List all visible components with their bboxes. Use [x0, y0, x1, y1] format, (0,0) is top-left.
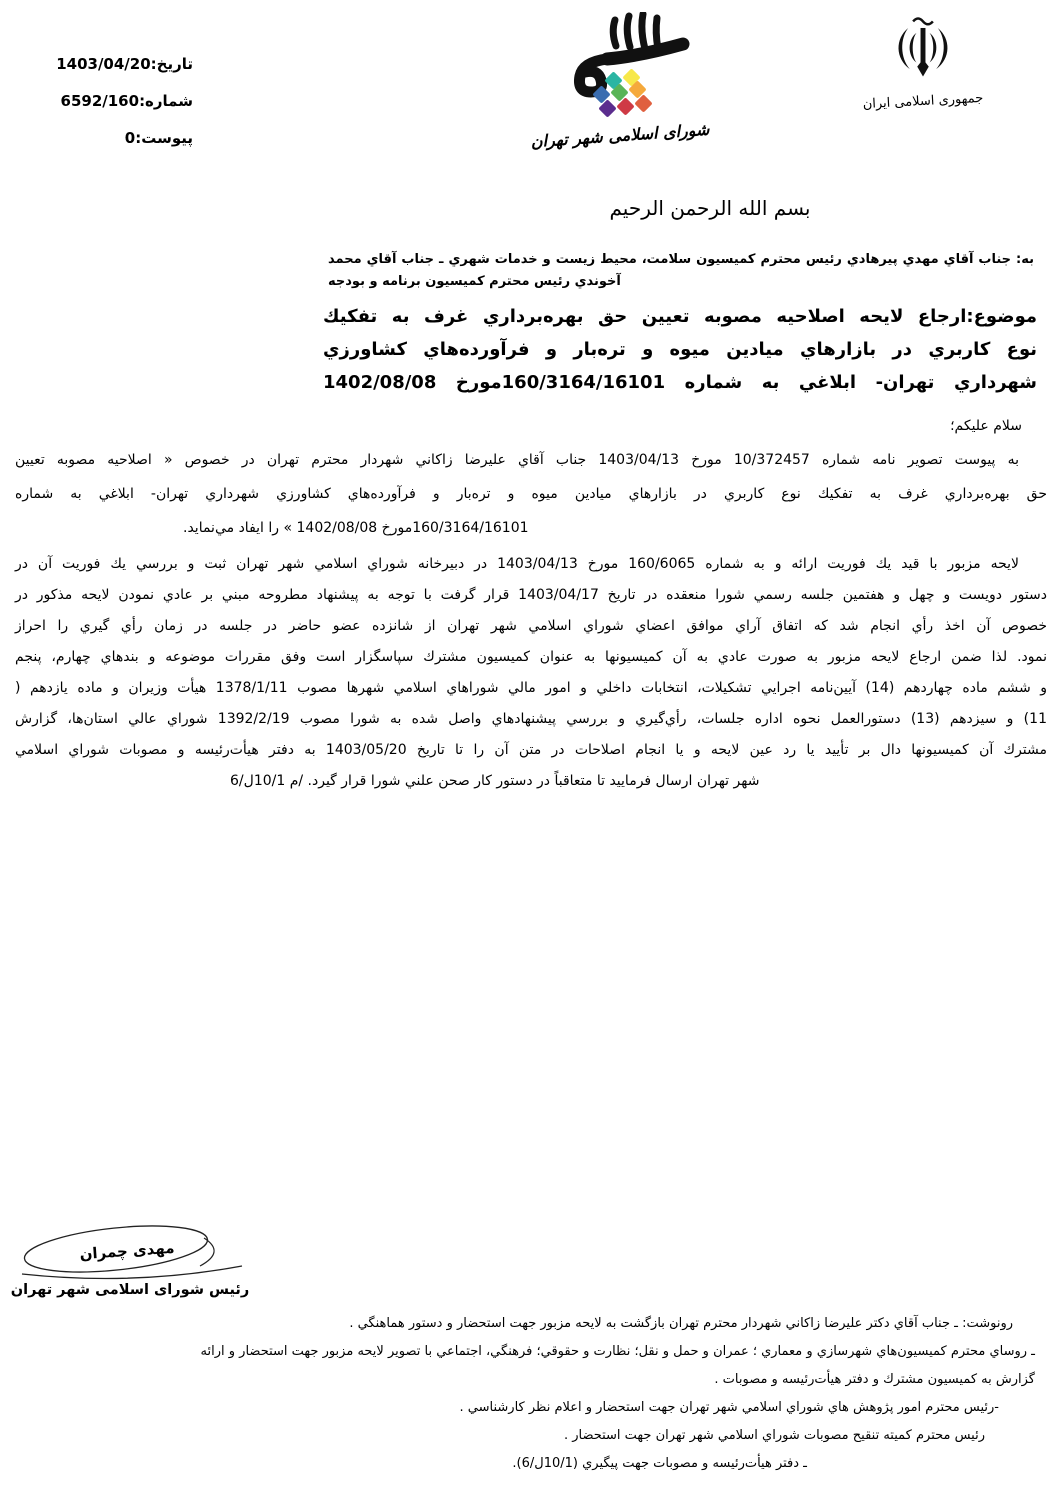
addressee-line: به: جناب آقاي مهدي پيرهادي رئيس محترم كميسيون سلامت، محيط زيست و خدمات شهري ـ جناب آقاي محمد	[328, 252, 1034, 267]
signature-title: رئيس شورای اسلامی شهر تهران	[10, 1282, 250, 1298]
signature-art	[4, 1222, 256, 1282]
bismillah: بسم الله الرحمن الرحيم	[609, 196, 811, 220]
body-line: و ششم ماده چهاردهم (14) آيين‌نامه اجرايي تشكيلات، انتخابات داخلي و امور مالي شوراهاي اسلامي شهرها مصوب 1378/1/11 هيأت وزيران و ماده يازدهم (	[15, 680, 1047, 696]
iran-logo	[838, 16, 1008, 113]
body-line: 160/3164/16101مورخ 1402/08/08 » را ايفاد مي‌نمايد.	[183, 520, 529, 536]
footer-line: رئيس محترم كميته تنقيح مصوبات شوراي اسلامي شهر تهران جهت استحضار .	[563, 1428, 985, 1443]
addressee-line: آخوندي رئيس محترم كميسيون برنامه و بودجه	[328, 274, 621, 289]
greeting: سلام عليكم؛	[950, 418, 1022, 434]
footer-line: ـ روساي محترم كميسيون‌هاي شهرسازي و معماري ؛ عمران و حمل و نقل؛ نظارت و حقوقي؛ فرهنگي، اجتماعي با تصوير لايحه مزبور جهت استحضار و ارائه گزارش به كميسيون مشترك و دفتر هيأت‌رئيسه و مصوبات .	[200, 1344, 1035, 1387]
body-line: 11) و سيزدهم (13) دستورالعمل نحوه اداره جلسات، رأي‌گيري و بررسي پيشنهادهاي واصل شده به شورا مصوب 1392/2/19 شوراي عالي استان‌ها، گزارش	[15, 711, 1047, 727]
body-line: لايحه مزبور با قيد يك فوريت ارائه و به شماره 160/6065 مورخ 1403/04/13 در دبيرخانه شوراي اسلامي شهر تهران ثبت و بررسي يك فوريت آن در	[15, 556, 1020, 572]
number-field: شماره:6592/160	[60, 92, 193, 110]
body-paragraph-2	[15, 549, 1047, 797]
council-emblem-icon	[545, 12, 695, 124]
body-line: دستور دويست و چهل و هفتمين جلسه رسمي شورا منعقده در تاريخ 1403/04/17 قرار گرفت با توجه به پيشنهاد مطروحه مبني بر عادي نمودن لايحه مذكور در	[15, 587, 1047, 603]
body-line: شهر تهران ارسال فرماييد تا متعاقباً در دستور كار صحن علني شورا قرار گيرد. /م 10/1ل/6	[230, 773, 760, 789]
attachment-field: پيوست:0	[124, 129, 193, 147]
footer-line: ـ دفتر هيأت‌رئيسه و مصوبات جهت پيگيري (10/1ل/6).	[512, 1456, 807, 1471]
body-line: به پيوست تصوير نامه شماره 10/372457 مورخ 1403/04/13 جناب آقاي عليرضا زاكاني شهردار محترم تهران در خصوص « اصلاحيه مصوبه تعيين	[15, 452, 1019, 468]
subject-line: موضوع:ارجاع لايحه اصلاحيه مصوبه تعيين حق بهره‌برداري غرف به تفكيك	[323, 306, 1037, 327]
footer-cc-list	[190, 1310, 1035, 1478]
body-line: نمود. لذا ضمن ارجاع لايحه مزبور به صورت عادي به آن كميسيونها به عنوان كميسيون مشترك سپاسگزار است وفق مقررات موضوعه و بندهاي چهارم، پنجم	[15, 649, 1047, 665]
body-line: مشترك آن كميسيونها دال بر تأييد يا رد عين لايحه و يا انجام اصلاحات در متن آن را تا تاريخ 1403/05/20 به دفتر هيأت‌رئيسه و مصوبات شوراي اسلامي	[15, 742, 1048, 758]
body-line: حق بهره‌برداري غرف به تفكيك نوع كاربري در بازارهاي ميادين ميوه و تره‌بار و فرآورده‌هاي كشاورزي شهرداري تهران- ابلاغي به شماره	[15, 486, 1047, 502]
header-meta	[35, 46, 193, 157]
body-line: خصوص آن اخذ رأي انجام شد كه اتفاق آراي موافق اعضاي شوراي اسلامي شهر تهران از شانزده عضو حاضر در جلسه در زمان رأي گيري را احراز	[15, 618, 1047, 634]
footer-line: -رئيس محترم امور پژوهش هاي شوراي اسلامي شهر تهران جهت استحضار و اعلام نظر كارشناسي .	[459, 1400, 999, 1415]
subject-block	[323, 300, 1037, 399]
subject-line: شهرداري تهران- ابلاغي به شماره 160/3164/16101مورخ 1402/08/08	[323, 372, 1037, 393]
iran-emblem-icon	[886, 16, 960, 86]
signature-block	[4, 1222, 256, 1298]
signature-name: مهدی چمران	[79, 1238, 175, 1264]
council-logo	[515, 12, 725, 152]
council-logo-caption: شورای اسلامی شهر تهران	[530, 119, 710, 152]
addressee-block	[328, 249, 1034, 293]
footer-line: رونوشت: ـ جناب آقاي دكتر عليرضا زاكاني شهردار محترم تهران بازگشت به لايحه مزبور جهت استحضار و دستور هماهنگي .	[349, 1316, 1013, 1331]
subject-line: نوع كاربري در بازارهاي ميادين ميوه و تره‌بار و فرآورده‌هاي كشاورزي	[323, 339, 1037, 360]
iran-logo-caption: جمهوری اسلامی ایران	[862, 90, 984, 113]
body-paragraph-1	[15, 443, 1047, 545]
date-field: تاريخ:1403/04/20	[56, 55, 193, 73]
